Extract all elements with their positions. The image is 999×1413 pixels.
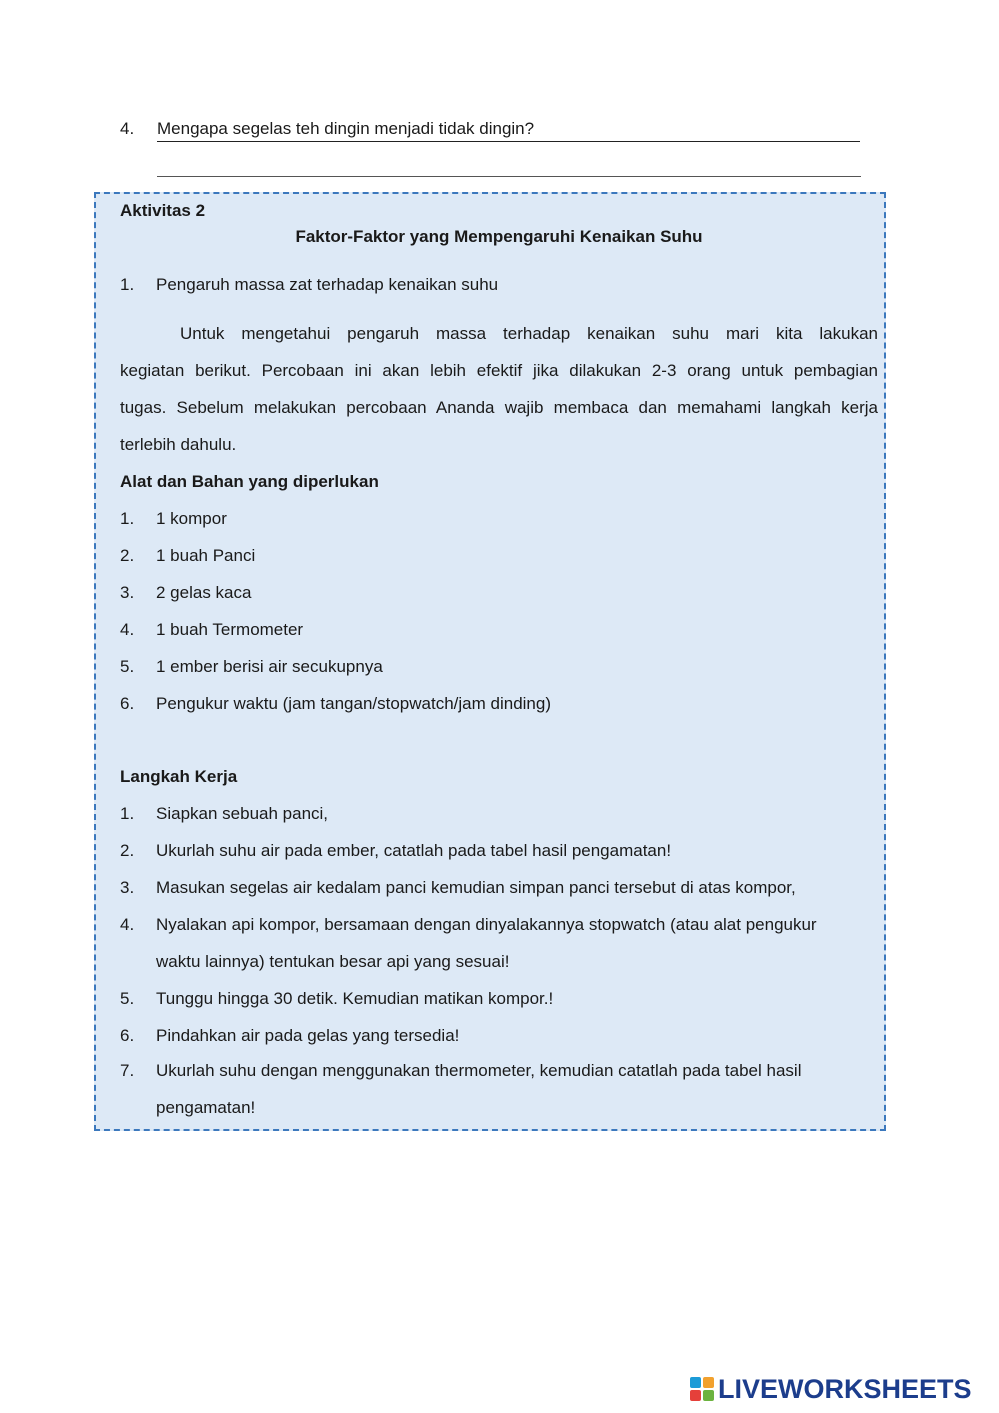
logo-tile: [703, 1390, 714, 1401]
section-text: Pengaruh massa zat terhadap kenaikan suhu: [156, 275, 499, 294]
question-text: Mengapa segelas teh dingin menjadi tidak dingin?: [157, 117, 860, 142]
item-number: 4.: [120, 620, 135, 639]
step-number: 4.: [120, 915, 135, 934]
step-text: pengamatan!: [156, 1098, 256, 1117]
step-text: Ukurlah suhu dengan menggunakan thermometer, kemudian catatlah pada tabel hasil: [156, 1061, 802, 1080]
item-text: 1 buah Termometer: [156, 620, 304, 639]
item-number: 1.: [120, 509, 135, 528]
paragraph-line-3: [120, 393, 878, 423]
answer-line[interactable]: [157, 176, 861, 177]
item-number: 2.: [120, 546, 135, 565]
step-text: Siapkan sebuah panci,: [156, 804, 329, 823]
item-number: 6.: [120, 694, 135, 713]
steps-heading: Langkah Kerja: [120, 767, 238, 786]
logo-tile: [703, 1377, 714, 1388]
activity-label: Aktivitas 2: [120, 201, 206, 220]
materials-heading: Alat dan Bahan yang diperlukan: [120, 472, 379, 491]
paragraph-line-1: [180, 319, 878, 349]
liveworksheets-brand: [690, 1373, 990, 1405]
item-text: 1 ember berisi air secukupnya: [156, 657, 383, 676]
paragraph-line-4: [120, 430, 878, 460]
liveworksheets-logo-icon: [690, 1377, 714, 1401]
step-text: Ukurlah suhu air pada ember, catatlah pada tabel hasil pengamatan!: [156, 841, 672, 860]
step-text: Nyalakan api kompor, bersamaan dengan dinyalakannya stopwatch (atau alat pengukur: [156, 915, 817, 934]
paragraph-text: Untuk mengetahui pengaruh massa terhadap kenaikan suhu mari kita lakukan: [180, 324, 878, 343]
logo-tile: [690, 1390, 701, 1401]
step-number: 1.: [120, 804, 135, 823]
step-number: 5.: [120, 989, 135, 1008]
item-text: 1 buah Panci: [156, 546, 256, 565]
paragraph-line-2: [120, 356, 878, 386]
step-number: 6.: [120, 1026, 135, 1045]
activity-title: Faktor-Faktor yang Mempengaruhi Kenaikan Suhu: [295, 227, 703, 246]
step-text: Tunggu hingga 30 detik. Kemudian matikan kompor.!: [156, 989, 554, 1008]
item-text: Pengukur waktu (jam tangan/stopwatch/jam dinding): [156, 694, 551, 713]
question-number: 4.: [120, 119, 135, 138]
step-text: Masukan segelas air kedalam panci kemudian simpan panci tersebut di atas kompor,: [156, 878, 796, 897]
section-number: 1.: [120, 275, 135, 294]
step-number: 3.: [120, 878, 135, 897]
question-4: [120, 117, 862, 143]
item-text: 2 gelas kaca: [156, 583, 252, 602]
paragraph-text: tugas. Sebelum melakukan percobaan Ananda wajib membaca dan memahami langkah kerja: [120, 398, 878, 417]
step-number: 7.: [120, 1061, 135, 1080]
item-number: 5.: [120, 657, 135, 676]
paragraph-text: kegiatan berikut. Percobaan ini akan lebih efektif jika dilakukan 2-3 orang untuk pembagian: [120, 361, 878, 380]
step-text: waktu lainnya) tentukan besar api yang sesuai!: [156, 952, 510, 971]
item-text: 1 kompor: [156, 509, 227, 528]
paragraph-text: terlebih dahulu.: [120, 435, 237, 454]
step-number: 2.: [120, 841, 135, 860]
brand-name: LIVEWORKSHEETS: [718, 1374, 972, 1404]
step-text: Pindahkan air pada gelas yang tersedia!: [156, 1026, 460, 1045]
logo-tile: [690, 1377, 701, 1388]
item-number: 3.: [120, 583, 135, 602]
